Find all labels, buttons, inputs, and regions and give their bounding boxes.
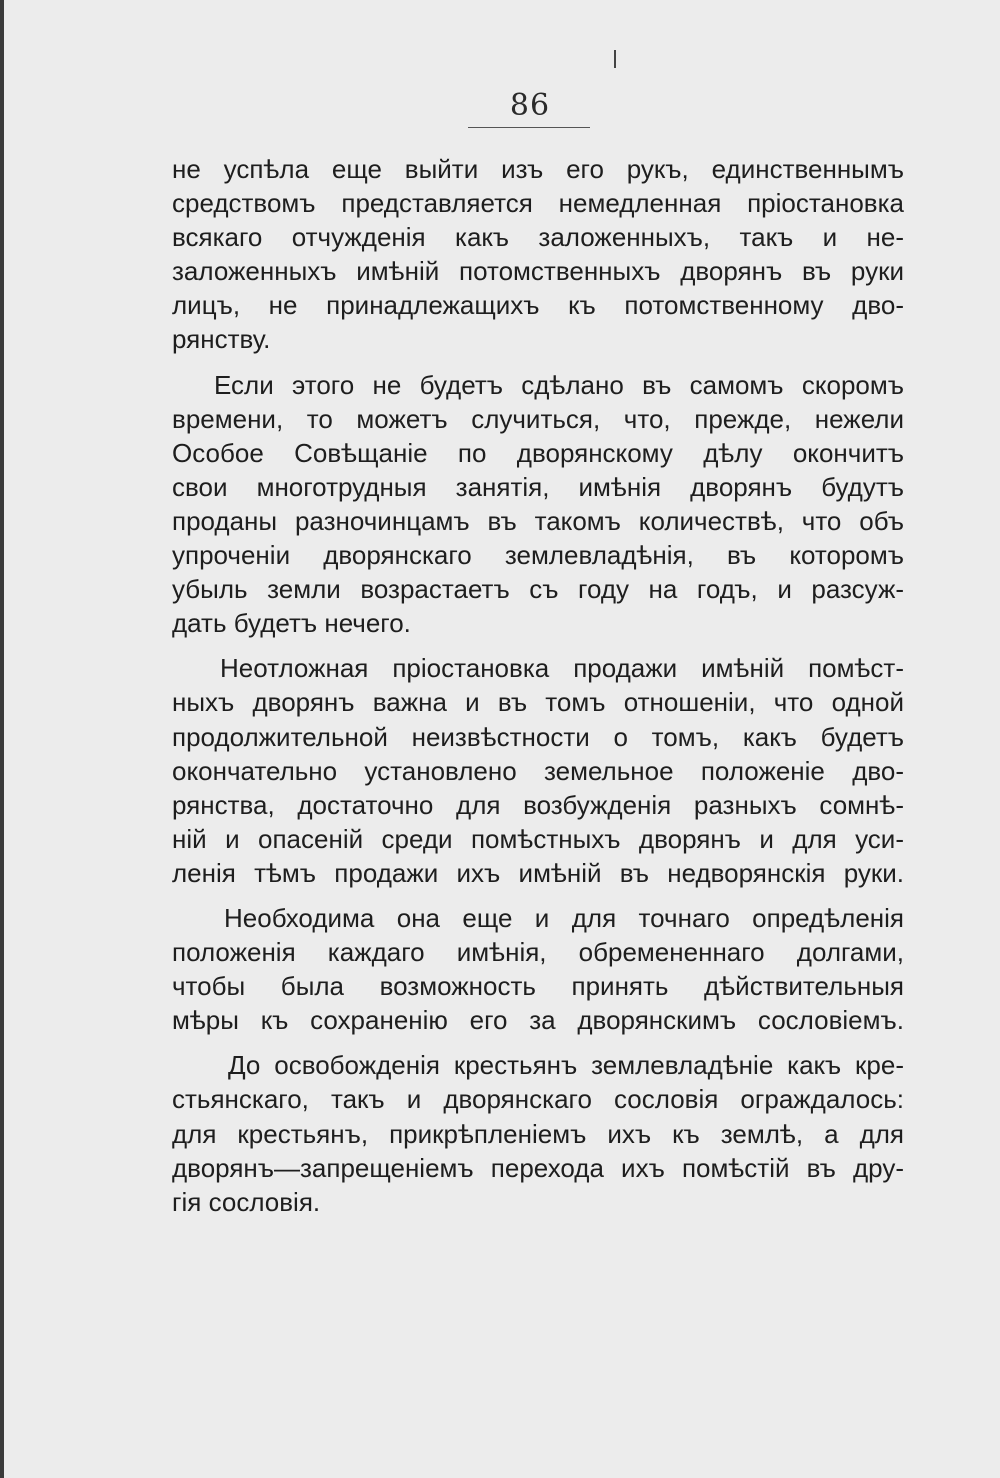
text-line: стьянскаго, такъ и дворянскаго сословія ограждалось: [172, 1084, 904, 1115]
text-line: ній и опасеній среди помѣстныхъ дворянъ и для уси- [172, 823, 904, 854]
text-line: не успѣла еще выйти изъ его рукъ, единственнымъ [172, 154, 904, 184]
text-line: чтобы была возможность принять дѣйствительныя [172, 971, 904, 1002]
text-line: Особое Совѣщаніе по дворянскому дѣлу окончитъ [172, 437, 904, 468]
text-line: положенія каждаго имѣнія, обремененнаго долгами, [172, 937, 904, 968]
text-line: дворянъ—запрещеніемъ перехода ихъ помѣстій въ дру- [172, 1152, 904, 1183]
text-line: ныхъ дворянъ важна и въ томъ отношеніи, что одной [172, 687, 904, 718]
text-line: мѣры къ сохраненію его за дворянскимъ сословіемъ. [172, 1005, 904, 1036]
text-line: лицъ, не принадлежащихъ къ потомственному дво- [172, 290, 904, 321]
text-line: заложенныхъ имѣній потомственныхъ дворянъ въ руки [172, 256, 904, 287]
text-line: всякаго отчужденія какъ заложенныхъ, такъ и не- [172, 222, 904, 253]
text-line: убыль земли возрастаетъ съ году на годъ, и разсуж- [172, 574, 904, 605]
text-line: свои многотрудныя занятія, имѣнія дворянъ будутъ [172, 471, 904, 502]
text-line: До освобожденія крестьянъ землевладѣніе какъ кре- [228, 1050, 904, 1081]
text-line: упроченіи дворянскаго землевладѣнія, въ которомъ [172, 540, 904, 571]
text-line: для крестьянъ, прикрѣпленіемъ ихъ къ землѣ, а для [172, 1118, 904, 1149]
paragraph-3 [172, 651, 904, 890]
text-line: средствомъ представляется немедленная пріостановка [172, 188, 904, 219]
page-edge-shadow [0, 0, 4, 1478]
paragraph-5 [172, 1048, 904, 1218]
body-text [172, 152, 904, 1230]
text-line: гія сословія. [172, 1186, 321, 1217]
paragraph-2 [172, 368, 904, 641]
text-line: Неотложная пріостановка продажи имѣній помѣст- [220, 653, 904, 684]
page-number-rule [468, 127, 590, 128]
text-line: Если этого не будетъ сдѣлано въ самомъ скоромъ [214, 369, 904, 400]
text-line: рянству. [172, 324, 271, 355]
paragraph-4 [172, 901, 904, 1037]
page-number: 86 [509, 88, 551, 123]
text-line: ленія тѣмъ продажи ихъ имѣній въ недворянскія руки. [172, 857, 904, 888]
text-line: продолжительной неизвѣстности о томъ, какъ будетъ [172, 721, 904, 752]
text-line: дать будетъ нечего. [172, 608, 411, 639]
text-line: рянства, достаточно для возбужденія разныхъ сомнѣ- [172, 789, 904, 820]
text-line: проданы разночинцамъ въ такомъ количествѣ, что объ [172, 505, 904, 536]
paragraph-1 [172, 152, 904, 357]
print-mark [614, 50, 616, 68]
text-line: времени, то можетъ случиться, что, прежде, нежели [172, 403, 904, 434]
text-line: окончательно установлено земельное положеніе дво- [172, 755, 904, 786]
text-line: Необходима она еще и для точнаго опредѣленія [224, 902, 904, 933]
